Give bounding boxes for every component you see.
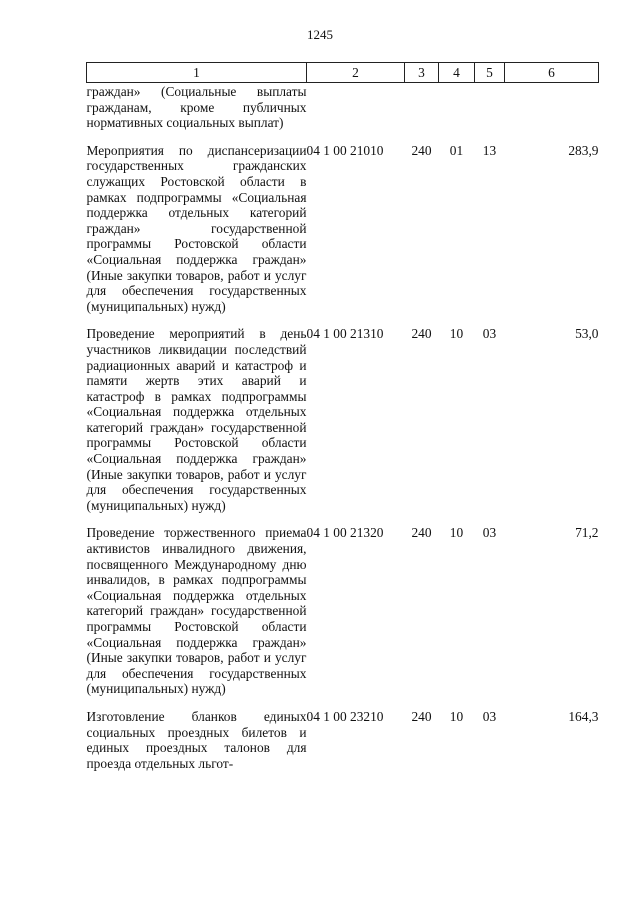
row-rz: 10 [449, 708, 464, 724]
row-pr: 13 [482, 142, 497, 158]
row-amount: 283,9 [568, 142, 599, 158]
row-description: Изготовление бланков единых социальных проездных билетов и единых проездных талонов для проезда отдельных льгот- [86, 708, 307, 771]
column-header: 3 [405, 63, 439, 83]
row-rz [439, 83, 475, 131]
column-header: 1 [87, 63, 307, 83]
row-pr [475, 83, 505, 131]
row-rz: 01 [449, 142, 464, 158]
row-vr: 240 [411, 142, 432, 158]
row-amount: 53,0 [575, 326, 599, 342]
row-rz: 10 [449, 326, 464, 342]
row-code: 04 1 00 23210 [306, 708, 384, 724]
table-row [87, 326, 599, 513]
page-number: 1245 [307, 27, 333, 42]
table-row [87, 143, 599, 315]
row-amount [505, 83, 599, 131]
row-pr: 03 [482, 525, 497, 541]
row-pr: 03 [482, 326, 497, 342]
table-row [87, 83, 599, 131]
row-amount: 71,2 [575, 525, 599, 541]
row-code: 04 1 00 21310 [306, 326, 384, 342]
row-vr: 240 [411, 326, 432, 342]
row-vr: 240 [411, 708, 432, 724]
table-row [87, 709, 599, 771]
column-header: 6 [505, 63, 599, 83]
row-code: 04 1 00 21320 [306, 525, 384, 541]
budget-table [86, 62, 599, 771]
row-description: Проведение торжественного приема активистов инвалидного движения, посвященного Международному дню инвалидов, в рамках подпрограммы «Социальная поддержка отдельных категорий граждан» государственной программы Ростовской области «Социальная поддержка граждан» (Иные закупки товаров, работ и услуг для обеспечения государственных (муниципальных) нужд) [86, 525, 307, 697]
row-code: 04 1 00 21010 [306, 142, 384, 158]
row-vr: 240 [411, 525, 432, 541]
row-description: Проведение мероприятий в день участников ликвидации последствий радиационных аварий и катастроф и памяти жертв этих аварий и катастроф в рамках подпрограммы «Социальная поддержка отдельных категорий граждан» государственной программы Ростовской области «Социальная поддержка граждан» (Иные закупки товаров, работ и услуг для обеспечения государственных (муниципальных) нужд) [86, 326, 307, 513]
column-header: 4 [439, 63, 475, 83]
column-header: 2 [307, 63, 405, 83]
row-amount: 164,3 [568, 708, 599, 724]
table-row [87, 525, 599, 697]
row-code [307, 83, 405, 131]
table-header [87, 63, 599, 83]
row-pr: 03 [482, 708, 497, 724]
row-description: граждан» (Социальные выплаты гражданам, кроме публичных нормативных социальных выплат) [86, 84, 307, 131]
column-header: 5 [475, 63, 505, 83]
row-rz: 10 [449, 525, 464, 541]
row-vr [405, 83, 439, 131]
row-description: Мероприятия по диспансеризации государственных гражданских служащих Ростовской области в рамках подпрограммы «Социальная поддержка отдельных категорий граждан» государственной программы Ростовской области «Социальная поддержка граждан» (Иные закупки товаров, работ и услуг для обеспечения государственных (муниципальных) нужд) [86, 142, 307, 314]
